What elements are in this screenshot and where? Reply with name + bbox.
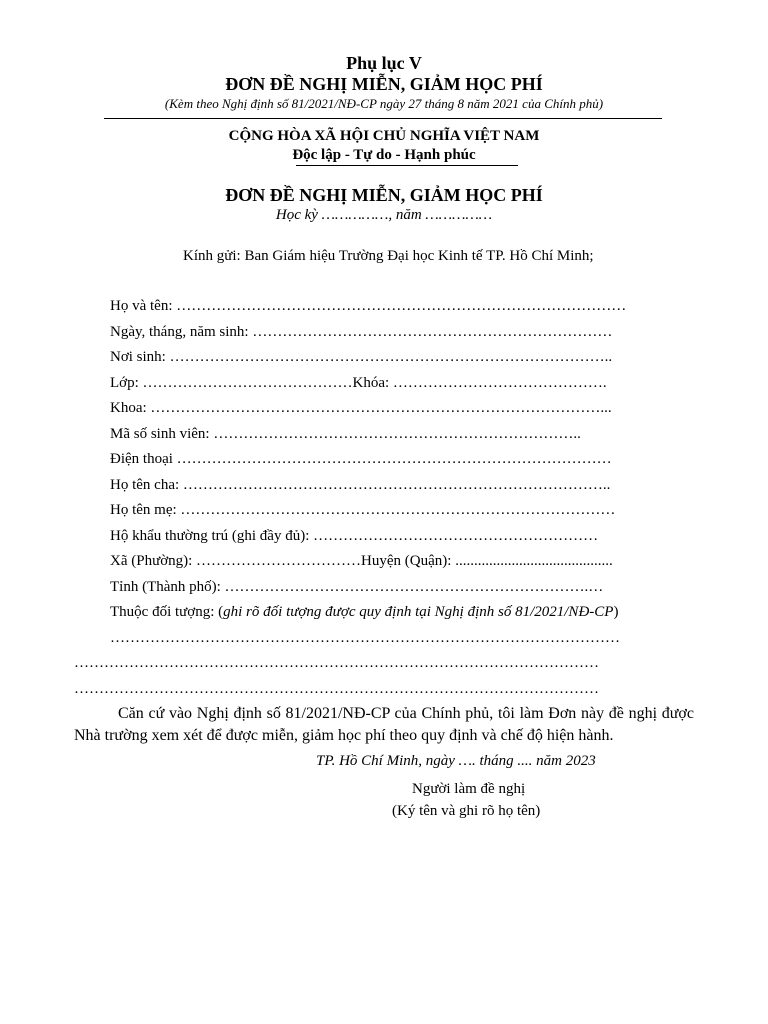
national-motto: Độc lập - Tự do - Hạnh phúc [292, 147, 476, 163]
field-date-of-birth: Ngày, tháng, năm sinh: ……………………………………………………………… [110, 324, 613, 340]
recipient-line: Kính gửi: Ban Giám hiệu Trường Đại học Kinh tế TP. Hồ Chí Minh; [183, 248, 594, 264]
target-close: ) [613, 604, 619, 620]
target-dotted-line-2: …………………………………………………………………………………………… [74, 655, 599, 671]
country-name: CỘNG HÒA XÃ HỘI CHỦ NGHĨA VIỆT NAM [228, 128, 540, 144]
header-divider [104, 118, 662, 119]
target-dotted-line-1: ………………………………………………………………………………………… [110, 630, 620, 646]
target-label: Thuộc đối tượng: ( [110, 604, 224, 620]
field-father-name: Họ tên cha: ………………………………………………………………………….. [110, 477, 611, 493]
document-title: ĐƠN ĐỀ NGHỊ MIỄN, GIẢM HỌC PHÍ [225, 74, 543, 94]
field-phone: Điện thoại …………………………………………………………………………… [110, 451, 612, 467]
signature-date: TP. Hồ Chí Minh, ngày …. tháng .... năm 2023 [316, 753, 596, 769]
field-commune-district: Xã (Phường): ……………………………Huyện (Quận): .......................................... [110, 553, 613, 569]
decree-reference: (Kèm theo Nghị định số 81/2021/NĐ-CP ngày 27 tháng 8 năm 2021 của Chính phủ) [164, 96, 604, 111]
signature-role: Người làm đề nghị [412, 781, 526, 797]
form-title: ĐƠN ĐỀ NGHỊ MIỄN, GIẢM HỌC PHÍ [225, 185, 543, 205]
field-permanent-residence: Hộ khẩu thường trú (ghi đầy đủ): ………………………………………………… [110, 528, 599, 544]
field-province: Tỉnh (Thành phố): ……………………………………………………………….… [110, 579, 604, 595]
semester-line: Học kỳ ……………, năm …………… [275, 207, 493, 223]
appendix-label: Phụ lục V [346, 53, 422, 73]
field-full-name: Họ và tên: ……………………………………………………………………………… [110, 298, 627, 314]
field-student-id: Mã số sinh viên: ……………………………………………………………….. [110, 426, 581, 442]
target-dotted-line-3: …………………………………………………………………………………………… [74, 681, 599, 697]
target-note: ghi rõ đối tượng được quy định tại Nghị định số 81/2021/NĐ-CP [223, 604, 614, 620]
signature-instruction: (Ký tên và ghi rõ họ tên) [392, 803, 541, 819]
field-place-of-birth: Nơi sinh: …………………………………………………………………………….. [110, 349, 613, 365]
field-faculty: Khoa: ………………………………………………………………………………... [110, 400, 612, 416]
motto-underline [296, 165, 518, 166]
field-mother-name: Họ tên mẹ: …………………………………………………………………………… [110, 502, 616, 518]
request-paragraph: Căn cứ vào Nghị định số 81/2021/NĐ-CP của Chính phủ, tôi làm Đơn này đề nghị được Nhà trường xem xét để được miễn, giảm học phí theo quy định và chế độ hiện hành. [74, 705, 694, 744]
field-class-course: Lớp: ……………………………………Khóa: ……………………………………. [110, 375, 607, 391]
field-target-group [110, 602, 618, 622]
